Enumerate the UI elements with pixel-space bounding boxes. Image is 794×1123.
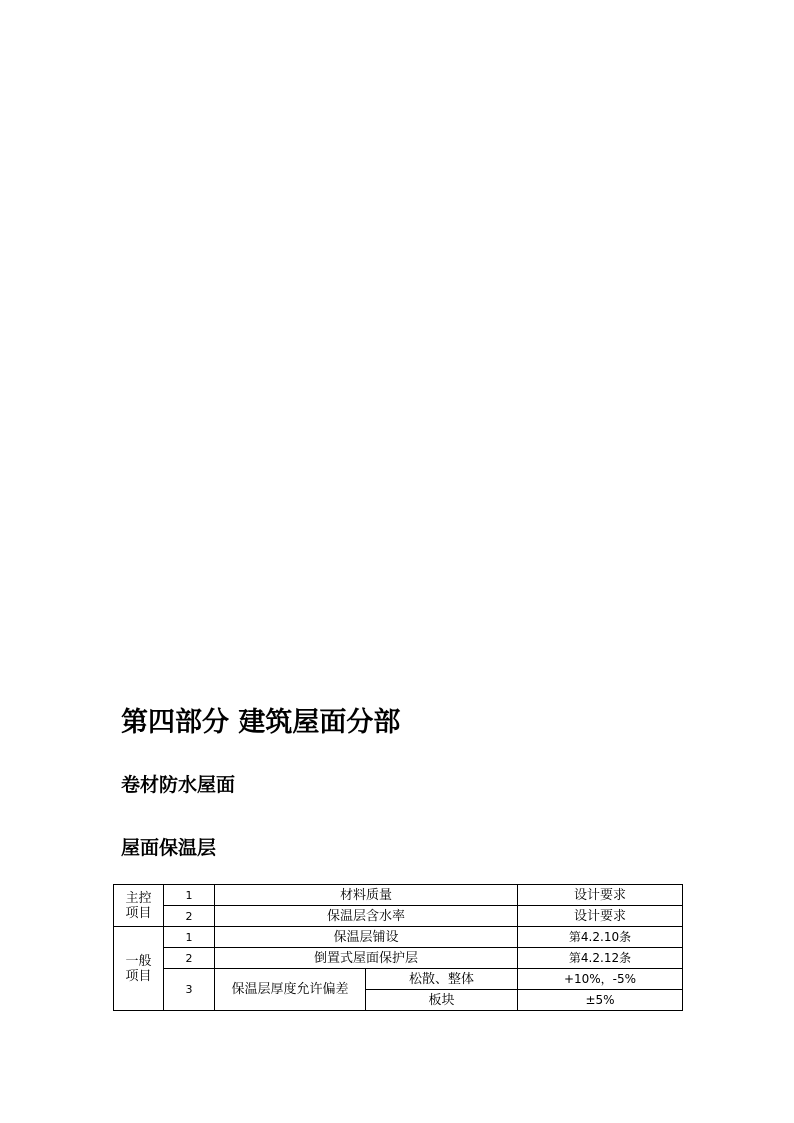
table-row — [114, 906, 683, 927]
item-name: 保温层含水率 — [215, 906, 518, 927]
main-control-group-cell — [114, 885, 164, 927]
group-label-line2: 项目 — [125, 968, 152, 984]
item-requirement: 第4.2.10条 — [518, 927, 683, 948]
table-row — [114, 885, 683, 906]
item-name: 倒置式屋面保护层 — [215, 948, 518, 969]
group-label-line2: 项目 — [125, 905, 152, 921]
item-number: 2 — [164, 948, 215, 969]
item-name: 保温层厚度允许偏差 — [215, 969, 366, 1011]
item-requirement: 第4.2.12条 — [518, 948, 683, 969]
item-requirement: 设计要求 — [518, 906, 683, 927]
item-requirement: ±5% — [518, 990, 683, 1011]
group-label-line1: 主控 — [125, 890, 152, 906]
item-name: 保温层铺设 — [215, 927, 518, 948]
section-title: 卷材防水屋面 — [121, 774, 236, 796]
inspection-table — [113, 884, 683, 1011]
group-label-line1: 一般 — [125, 953, 152, 969]
table-row — [114, 948, 683, 969]
subsection-title: 屋面保温层 — [121, 837, 217, 859]
item-number: 1 — [164, 885, 215, 906]
item-requirement: +10%，-5% — [518, 969, 683, 990]
part-title: 第四部分 建筑屋面分部 — [121, 707, 401, 738]
sub-item-name: 松散、整体 — [366, 969, 518, 990]
table-row — [114, 969, 683, 990]
item-number: 3 — [164, 969, 215, 1011]
item-name: 材料质量 — [215, 885, 518, 906]
item-number: 2 — [164, 906, 215, 927]
item-requirement: 设计要求 — [518, 885, 683, 906]
sub-item-name: 板块 — [366, 990, 518, 1011]
general-group-cell — [114, 927, 164, 1011]
table-row — [114, 927, 683, 948]
item-number: 1 — [164, 927, 215, 948]
